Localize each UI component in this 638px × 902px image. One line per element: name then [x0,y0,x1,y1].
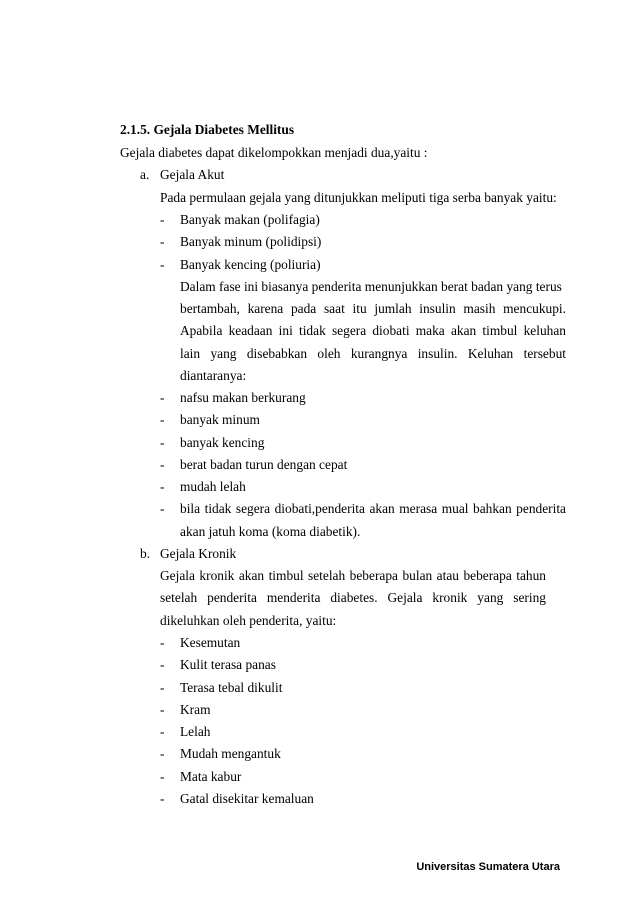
list-item: Gatal disekitar kemaluan [180,791,314,806]
acute-marker: a. [140,167,150,182]
section-intro: Gejala diabetes dapat dikelompokkan menjadi dua,yaitu : [120,145,428,160]
list-item: bila tidak segera diobati,penderita akan merasa mual bahkan penderita [180,501,566,516]
acute-intro: Pada permulaan gejala yang ditunjukkan meliputi tiga serba banyak yaitu: [160,190,557,205]
list-item: banyak kencing [180,435,265,450]
chronic-paragraph-line: setelah penderita menderita diabetes. Gejala kronik yang sering [160,590,546,605]
bullet-dash: - [160,457,165,472]
acute-paragraph-line: bertambah, karena pada saat itu jumlah insulin masih mencukupi. [180,301,566,316]
list-item: Banyak kencing (poliuria) [180,257,321,272]
acute-paragraph-line: lain yang disebabkan oleh kurangnya insulin. Keluhan tersebut [180,346,566,361]
chronic-title: Gejala Kronik [160,546,237,561]
list-item: Mudah mengantuk [180,746,281,761]
bullet-dash: - [160,435,165,450]
bullet-dash: - [160,680,165,695]
bullet-dash: - [160,390,165,405]
acute-paragraph-line: Apabila keadaan ini tidak segera diobati maka akan timbul keluhan [180,323,566,338]
list-item: mudah lelah [180,479,246,494]
bullet-dash: - [160,501,165,516]
bullet-dash: - [160,212,165,227]
list-item: Kram [180,702,211,717]
list-item: banyak minum [180,412,260,427]
bullet-dash: - [160,746,165,761]
bullet-dash: - [160,412,165,427]
bullet-dash: - [160,234,165,249]
list-item: Banyak makan (polifagia) [180,212,320,227]
bullet-dash: - [160,724,165,739]
bullet-dash: - [160,479,165,494]
list-item: Lelah [180,724,211,739]
chronic-paragraph-line: dikeluhkan oleh penderita, yaitu: [160,613,337,628]
acute-paragraph-line: Dalam fase ini biasanya penderita menunjukkan berat badan yang terus [180,279,562,294]
bullet-dash: - [160,769,165,784]
bullet-dash: - [160,635,165,650]
bullet-dash: - [160,657,165,672]
chronic-marker: b. [140,546,151,561]
bullet-dash: - [160,791,165,806]
list-item: Kesemutan [180,635,241,650]
acute-paragraph-line: diantaranya: [180,368,247,383]
list-item: nafsu makan berkurang [180,390,306,405]
list-item-continuation: akan jatuh koma (koma diabetik). [180,524,361,539]
list-item: Banyak minum (polidipsi) [180,234,322,249]
list-item: Mata kabur [180,769,242,784]
section-title: 2.1.5. Gejala Diabetes Mellitus [120,122,295,137]
list-item: Kulit terasa panas [180,657,276,672]
chronic-paragraph-line: Gejala kronik akan timbul setelah beberapa bulan atau beberapa tahun [160,568,546,583]
bullet-dash: - [160,257,165,272]
list-item: Terasa tebal dikulit [180,680,283,695]
footer-university: Universitas Sumatera Utara [416,861,560,873]
list-item: berat badan turun dengan cepat [180,457,348,472]
bullet-dash: - [160,702,165,717]
acute-title: Gejala Akut [160,167,225,182]
